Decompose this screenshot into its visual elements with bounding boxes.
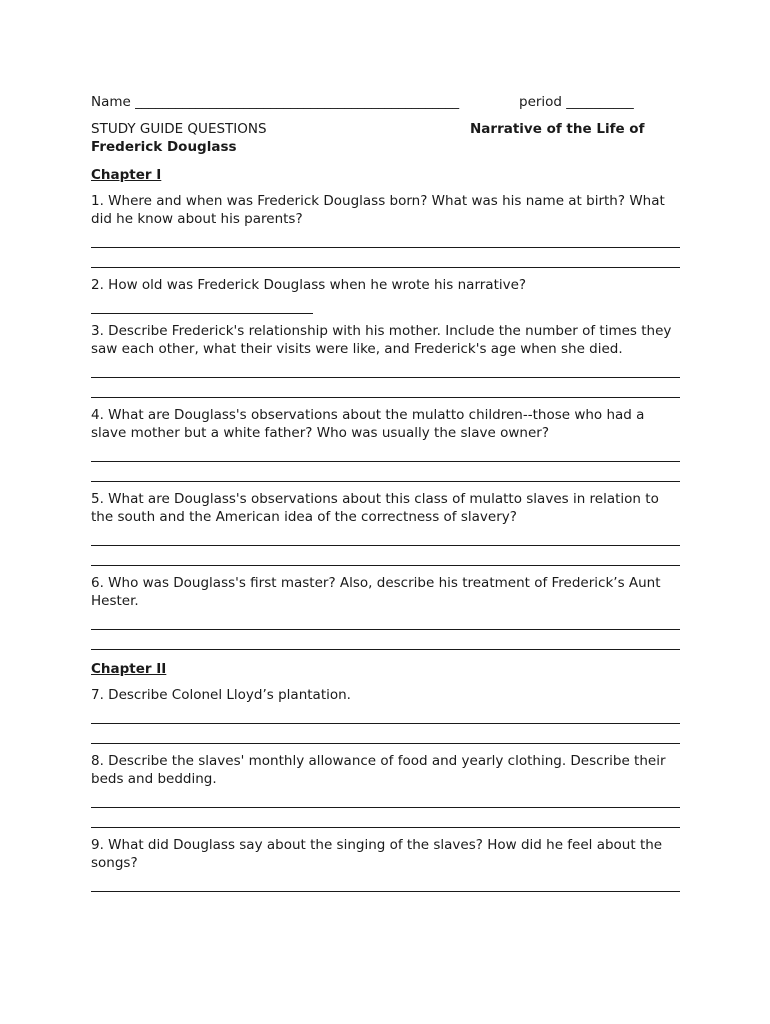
question: 5. What are Douglass's observations about this class of mulatto slaves in relation to the south and the American idea of the correctness of slavery? [91, 491, 659, 525]
name-field: Name ________________________________________________ [91, 94, 460, 110]
question: 1. Where and when was Frederick Douglass born? What was his name at birth? What did he know about his parents? [91, 193, 665, 227]
question: 4. What are Douglass's observations about the mulatto children--those who had a slave mother but a white father? Who was usually the slave owner? [91, 407, 645, 441]
answer-line [91, 248, 680, 268]
question: 7. Describe Colonel Lloyd’s plantation. [91, 687, 351, 703]
period-field: period __________ [519, 94, 634, 110]
book-title-continuation: Frederick Douglass [91, 139, 237, 155]
question: 2. How old was Frederick Douglass when he wrote his narrative? [91, 277, 527, 293]
answer-line [91, 704, 680, 724]
chapter-heading: Chapter II [91, 661, 167, 677]
answer-line [91, 630, 680, 650]
title-row [91, 120, 681, 138]
answer-line [91, 358, 680, 378]
question: 9. What did Douglass say about the singing of the slaves? How did he feel about the songs? [91, 837, 663, 871]
answer-line [91, 442, 680, 462]
answer-line [91, 294, 313, 314]
answer-line [91, 788, 680, 808]
study-guide-label: STUDY GUIDE QUESTIONS [91, 121, 267, 137]
answer-line [91, 228, 680, 248]
book-title: Narrative of the Life of [470, 121, 645, 137]
answer-line [91, 808, 680, 828]
answer-line [91, 872, 680, 892]
question: 3. Describe Frederick's relationship with his mother. Include the number of times they saw each other, what their visits were like, and Frederick's age when she died. [91, 323, 672, 357]
answer-line [91, 526, 680, 546]
chapter-heading: Chapter I [91, 167, 162, 183]
answer-line [91, 724, 680, 744]
name-period-row [91, 92, 681, 112]
question: 8. Describe the slaves' monthly allowance of food and yearly clothing. Describe their beds and bedding. [91, 753, 666, 787]
answer-line [91, 378, 680, 398]
question: 6. Who was Douglass's first master? Also, describe his treatment of Frederick’s Aunt Hester. [91, 575, 661, 609]
answer-line [91, 462, 680, 482]
worksheet-content [91, 92, 681, 892]
answer-line [91, 546, 680, 566]
answer-line [91, 610, 680, 630]
